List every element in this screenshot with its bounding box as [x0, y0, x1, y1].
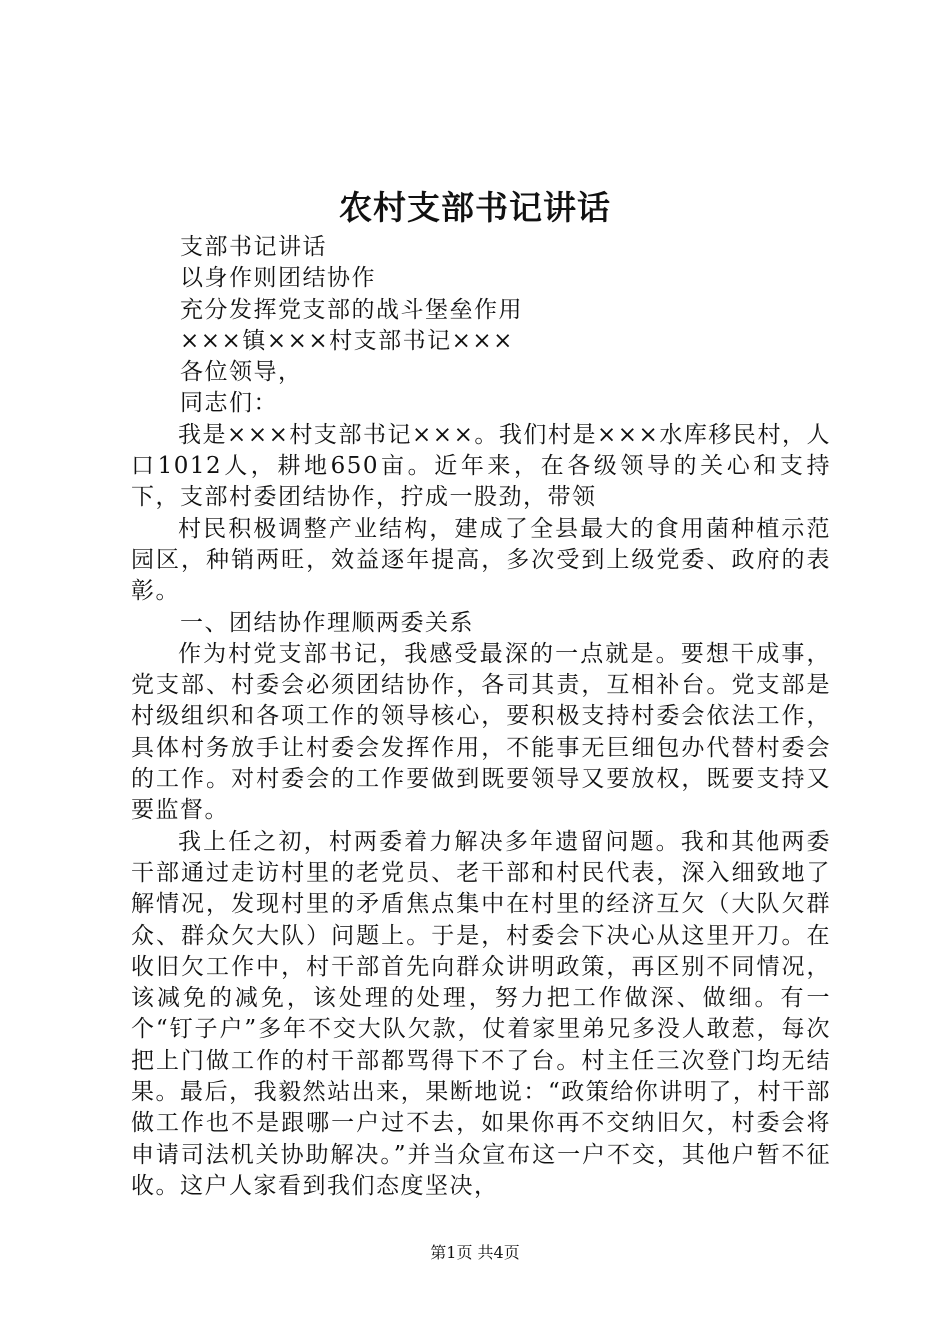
paragraph-heading-1: 支部书记讲话 — [180, 234, 327, 260]
paragraph: 作为村党支部书记，我感受最深的一点就是。要想干成事，党支部、村委会必须团结协作，各司其责，互相补台。党支部是村级组织和各项工作的领导核心，要积极支持村委会依法工作，具体村务放手让村委会发挥作用，不能事无巨细包办代替村委会的工作。对村委会的工作要做到既要领导又要放权，既要支持又要监督。 — [131, 640, 831, 824]
paragraph-heading-2: 以身作则团结协作 — [180, 265, 376, 292]
paragraph-author-line: ×××镇×××村支部书记××× — [180, 327, 514, 354]
paragraph: 村民积极调整产业结构，建成了全县最大的食用菌种植示范园区，种销两旺，效益逐年提高，多次受到上级党委、政府的表彰。 — [131, 515, 831, 605]
paragraph-greeting-2: 同志们： — [180, 390, 278, 417]
paragraph-heading-3: 充分发挥党支部的战斗堡垒作用 — [180, 296, 523, 323]
page-number: 第1页 共4页 — [430, 1243, 520, 1262]
document-body — [131, 232, 831, 1202]
section-heading: 一、团结协作理顺两委关系 — [180, 609, 474, 636]
paragraph: 我是×××村支部书记×××。我们村是×××水库移民村，人口1012人，耕地650亩。近年来，在各级领导的关心和支持下，支部村委团结协作，拧成一股劲，带领 — [131, 421, 831, 511]
document-title: 农村支部书记讲话 — [339, 188, 611, 227]
paragraph: 我上任之初，村两委着力解决多年遗留问题。我和其他两委干部通过走访村里的老党员、老干部和村民代表，深入细致地了解情况，发现村里的矛盾焦点集中在村里的经济互欠（大队欠群众、群众欠大队）问题上。于是，村委会下决心从这里开刀。在收旧欠工作中，村干部首先向群众讲明政策，再区别不同情况，该减免的减免，该处理的处理，努力把工作做深、做细。有一个“钉子户”多年不交大队欠款，仗着家里弟兄多没人敢惹，每次把上门做工作的村干部都骂得下不了台。村主任三次登门均无结果。最后，我毅然站出来，果断地说：“政策给你讲明了，村干部做工作也不是跟哪一户过不去，如果你再不交纳旧欠，村委会将申请司法机关协助解决。”并当众宣布这一户不交，其他户暂不征收。这户人家看到我们态度坚决， — [131, 828, 831, 1199]
paragraph-greeting-1: 各位领导， — [180, 359, 303, 386]
